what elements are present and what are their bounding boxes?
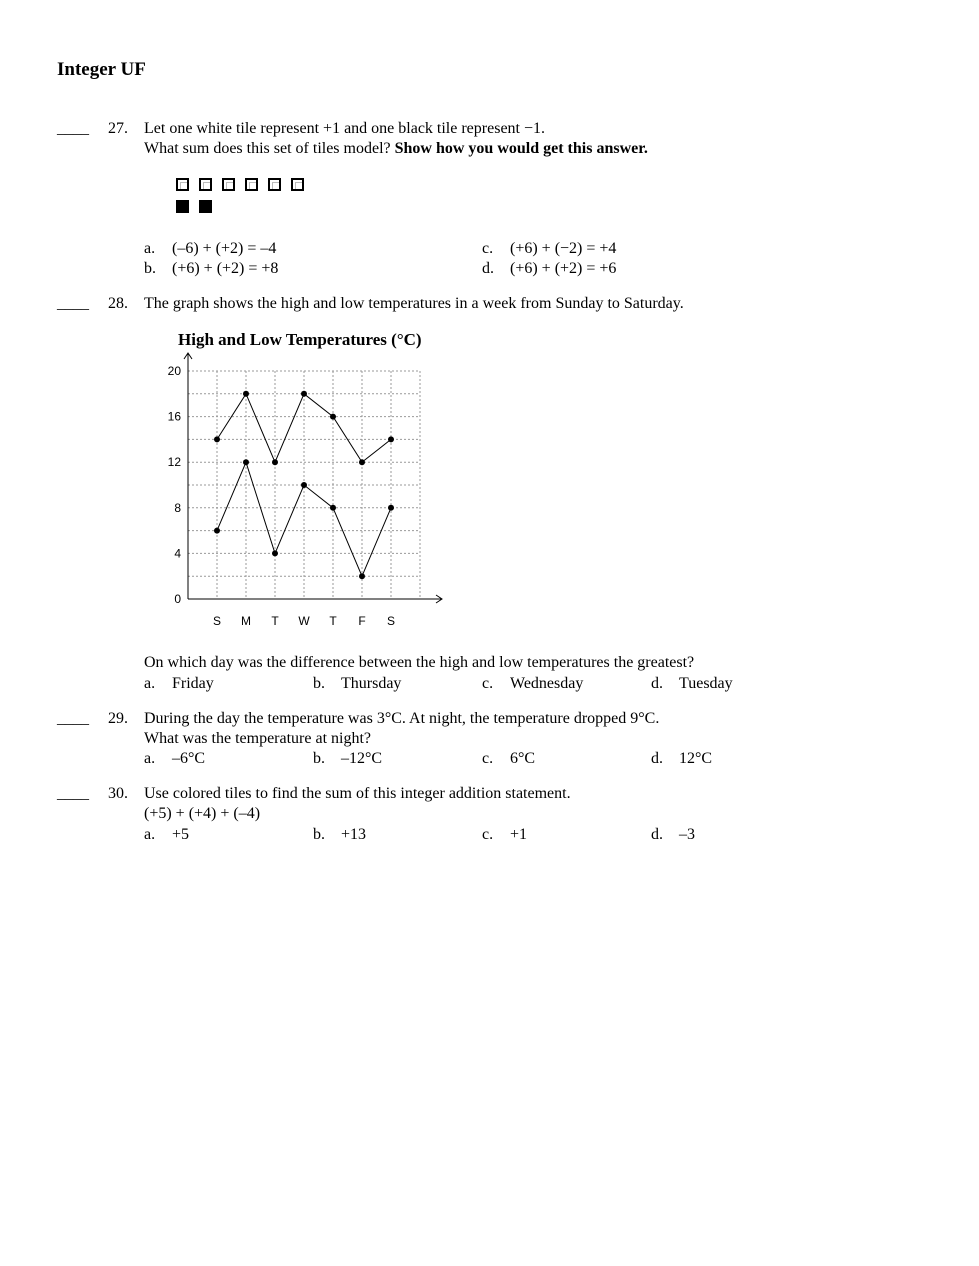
choice-text: (+6) + (−2) = +4 <box>510 240 617 257</box>
black-tile <box>176 200 189 213</box>
data-point-low <box>330 505 336 511</box>
choice-letter: b. <box>313 826 325 843</box>
x-tick-label: M <box>241 614 251 628</box>
y-tick-label: 8 <box>174 500 181 515</box>
question-text-part: . At night, the temperature dropped <box>401 710 631 727</box>
choice-letter: c. <box>482 750 494 767</box>
question-text: On which day was the difference between the high and low temperatures the greatest? <box>144 654 695 671</box>
choice-letter: c. <box>482 240 494 257</box>
question-text: Use colored tiles to find the sum of this integer addition statement. <box>144 785 571 802</box>
choice-text: (–6) + (+2) = –4 <box>172 240 277 257</box>
data-point-low <box>214 528 220 534</box>
choice-text: –12°C <box>341 750 383 767</box>
data-point-high <box>359 459 365 465</box>
y-tick-label: 16 <box>167 409 181 424</box>
white-tile <box>268 178 281 191</box>
data-point-high <box>272 459 278 465</box>
question-text <box>144 140 648 158</box>
chart-title: High and Low Temperatures (°C) <box>178 330 422 349</box>
x-tick-label: S <box>386 614 396 628</box>
choice-letter: a. <box>144 675 156 692</box>
answer-blank[interactable]: ____ <box>57 120 89 137</box>
black-tile <box>199 200 212 213</box>
question-text-bold: Show how you would get this answer. <box>394 140 648 157</box>
data-point-high <box>301 391 307 397</box>
data-point-high <box>243 391 249 397</box>
x-tick-label: T <box>271 614 279 628</box>
temperature-value: 3°C <box>376 710 402 727</box>
question-text <box>144 710 659 728</box>
temperature-value: 9°C <box>630 710 656 727</box>
x-tick-label: S <box>212 614 222 628</box>
question-number: 30. <box>108 785 128 802</box>
choice-text: Friday <box>172 675 214 692</box>
question-text-part: . <box>655 710 660 727</box>
question-number: 27. <box>108 120 128 137</box>
choice-letter: d. <box>651 826 663 843</box>
choice-letter: a. <box>144 826 156 843</box>
question-text-part: During the day the temperature was <box>144 710 377 727</box>
choice-text: 12°C <box>679 750 713 767</box>
x-tick-label: F <box>358 614 366 628</box>
y-tick-label: 20 <box>167 364 181 378</box>
question-text: (+5) + (+4) + (–4) <box>144 805 261 822</box>
answer-blank[interactable]: ____ <box>57 785 89 802</box>
choice-letter: c. <box>482 826 494 843</box>
y-tick-label: 12 <box>167 455 181 470</box>
choice-letter: d. <box>651 750 663 767</box>
choice-letter: a. <box>144 750 156 767</box>
data-point-low <box>359 573 365 579</box>
white-tile <box>222 178 235 191</box>
question-number: 28. <box>108 295 128 312</box>
x-tick-label: T <box>329 614 337 628</box>
question-text-plain: What sum does this set of tiles model? <box>144 140 395 157</box>
x-tick-label: W <box>298 614 310 628</box>
choice-letter: a. <box>144 240 156 257</box>
data-point-low <box>301 482 307 488</box>
choice-text: +1 <box>510 826 528 843</box>
question-number: 29. <box>108 710 128 727</box>
page-title: Integer UF <box>57 59 146 80</box>
choice-text: 6°C <box>510 750 536 767</box>
y-tick-label: 0 <box>174 592 181 606</box>
choice-letter: b. <box>144 260 156 277</box>
white-tile <box>245 178 258 191</box>
choice-text: –6°C <box>172 750 206 767</box>
white-tile <box>291 178 304 191</box>
choice-letter: b. <box>313 750 325 767</box>
question-text: The graph shows the high and low temperatures in a week from Sunday to Saturday. <box>144 295 684 312</box>
data-point-low <box>272 550 278 556</box>
question-text: What was the temperature at night? <box>144 730 372 747</box>
choice-text: Wednesday <box>510 675 584 692</box>
choice-text: +5 <box>172 826 190 843</box>
choice-text: (+6) + (+2) = +8 <box>172 260 279 277</box>
choice-text: Thursday <box>341 675 402 692</box>
data-point-low <box>388 505 394 511</box>
white-tile <box>199 178 212 191</box>
white-tile <box>176 178 189 191</box>
choice-letter: b. <box>313 675 325 692</box>
choice-text: +13 <box>341 826 367 843</box>
data-point-high <box>388 436 394 442</box>
choice-letter: d. <box>482 260 494 277</box>
y-tick-label: 4 <box>174 546 181 561</box>
data-point-low <box>243 459 249 465</box>
answer-blank[interactable]: ____ <box>57 295 89 312</box>
answer-blank[interactable]: ____ <box>57 710 89 727</box>
question-text: Let one white tile represent +1 and one black tile represent −1. <box>144 120 546 137</box>
choice-letter: d. <box>651 675 663 692</box>
temperature-chart <box>150 345 460 635</box>
choice-text: Tuesday <box>679 675 733 692</box>
choice-letter: c. <box>482 675 494 692</box>
choice-text: (+6) + (+2) = +6 <box>510 260 617 277</box>
data-point-high <box>214 436 220 442</box>
data-point-high <box>330 414 336 420</box>
choice-text: –3 <box>679 826 695 843</box>
